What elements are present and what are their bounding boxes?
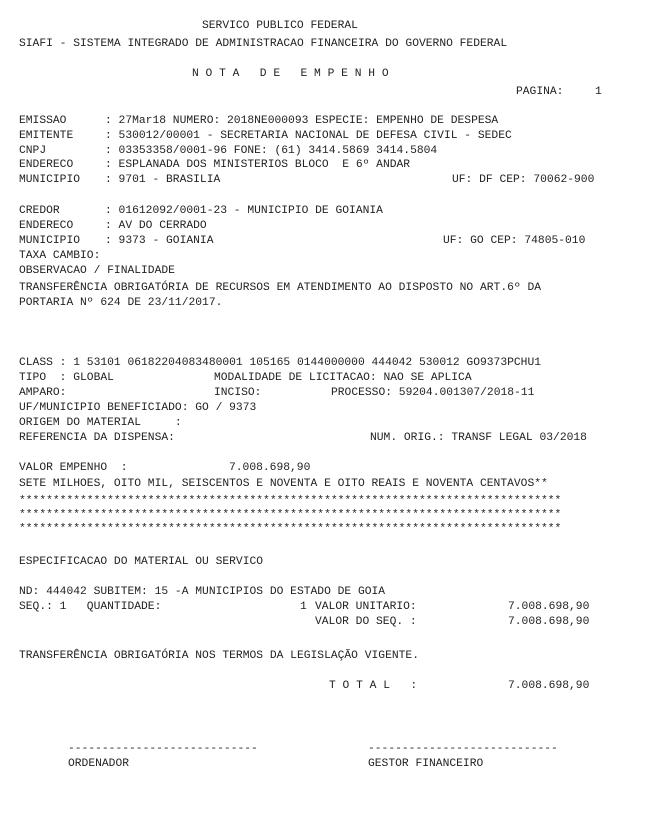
nd-line: ND: 444042 SUBITEM: 15 -A MUNICIPIOS DO ESTADO DE GOIA <box>19 586 386 598</box>
observacao-heading: OBSERVACAO / FINALIDADE <box>19 265 175 277</box>
emissao-value: : 27Mar18 NUMERO: 2018NE000093 ESPECIE: EMPENHO DE DESPESA <box>105 115 499 127</box>
credor-municipio-label: MUNICIPIO <box>19 235 81 247</box>
finalidade-line-2: PORTARIA Nº 624 DE 23/11/2017. <box>19 297 223 309</box>
ordenador-signature-line: ---------------------------- <box>68 743 258 755</box>
credor-municipio-value: : 9373 - GOIANIA <box>105 235 214 247</box>
tipo-line: TIPO : GLOBAL <box>19 372 114 384</box>
valor-empenho-value: 7.008.698,90 <box>229 462 311 474</box>
header-title: SERVICO PUBLICO FEDERAL <box>202 20 358 32</box>
valor-extenso: SETE MILHOES, OITO MIL, SEISCENTOS E NOVENTA E OITO REAIS E NOVENTA CENTAVOS** <box>19 478 548 490</box>
valor-seq-label: VALOR DO SEQ. : <box>315 616 417 628</box>
total-value: 7.008.698,90 <box>508 680 590 692</box>
seq-quantidade-label: SEQ.: 1 QUANTIDADE: <box>19 601 162 613</box>
municipio-label: MUNICIPIO <box>19 174 81 186</box>
taxa-cambio: TAXA CAMBIO: <box>19 250 101 262</box>
page-number: 1 <box>595 86 602 98</box>
cnpj-value: : 03353358/0001-96 FONE: (61) 3414.5869 3414.5804 <box>105 145 438 157</box>
amparo-label: AMPARO: <box>19 387 67 399</box>
page-label: PAGINA: <box>516 86 564 98</box>
municipio-value: : 9701 - BRASILIA <box>105 174 221 186</box>
valor-unitario-value: 7.008.698,90 <box>508 601 590 613</box>
valor-seq-value: 7.008.698,90 <box>508 616 590 628</box>
referencia-dispensa: REFERENCIA DA DISPENSA: <box>19 432 175 444</box>
especificacao-heading: ESPECIFICACAO DO MATERIAL OU SERVICO <box>19 556 264 568</box>
header-system-name: SIAFI - SISTEMA INTEGRADO DE ADMINISTRACAO FINANCEIRA DO GOVERNO FEDERAL <box>19 38 508 50</box>
stars-line-1: ******************************************************************************** <box>19 495 562 507</box>
finalidade-line-1: TRANSFERÊNCIA OBRIGATÓRIA DE RECURSOS EM ATENDIMENTO AO DISPOSTO NO ART.6º DA <box>19 282 542 294</box>
credor-endereco-value: : AV DO CERRADO <box>105 220 207 232</box>
endereco-value: : ESPLANADA DOS MINISTERIOS BLOCO E 6º ANDAR <box>105 159 411 171</box>
credor-uf-cep: UF: GO CEP: 74805-010 <box>443 235 586 247</box>
especificacao-observacao: TRANSFERÊNCIA OBRIGATÓRIA NOS TERMOS DA LEGISLAÇÃO VIGENTE. <box>19 650 419 662</box>
document-title: N O T A D E E M P E N H O <box>192 68 389 80</box>
gestor-signature-line: ---------------------------- <box>368 743 558 755</box>
emitente-value: : 530012/00001 - SECRETARIA NACIONAL DE DEFESA CIVIL - SEDEC <box>105 130 512 142</box>
endereco-label: ENDERECO <box>19 159 74 171</box>
class-line: CLASS : 1 53101 06182204083480001 105165 0144000000 444042 530012 GO9373PCHU1 <box>19 357 542 369</box>
credor-value: : 01612092/0001-23 - MUNICIPIO DE GOIANIA <box>105 205 383 217</box>
credor-endereco-label: ENDERECO <box>19 220 74 232</box>
uf-municipio-beneficiado: UF/MUNICIPIO BENEFICIADO: GO / 9373 <box>19 402 257 414</box>
ordenador-label: ORDENADOR <box>68 758 130 770</box>
cnpj-label: CNPJ <box>19 145 47 157</box>
emitente-uf-cep: UF: DF CEP: 70062-900 <box>452 174 595 186</box>
credor-label: CREDOR <box>19 205 60 217</box>
emitente-label: EMITENTE <box>19 130 74 142</box>
total-label: T O T A L : <box>329 680 418 692</box>
stars-line-2: ******************************************************************************** <box>19 509 562 521</box>
inciso-label: INCISO: <box>214 387 262 399</box>
quantidade-value: 1 <box>300 601 307 613</box>
stars-line-3: ******************************************************************************** <box>19 523 562 535</box>
gestor-financeiro-label: GESTOR FINANCEIRO <box>368 758 484 770</box>
num-orig: NUM. ORIG.: TRANSF LEGAL 03/2018 <box>370 432 587 444</box>
valor-unitario-label: VALOR UNITARIO: <box>315 601 417 613</box>
processo-line: PROCESSO: 59204.001307/2018-11 <box>331 387 535 399</box>
modalidade-line: MODALIDADE DE LICITACAO: NAO SE APLICA <box>214 372 472 384</box>
valor-empenho-label: VALOR EMPENHO : <box>19 462 128 474</box>
emissao-label: EMISSAO <box>19 115 67 127</box>
origem-material: ORIGEM DO MATERIAL : <box>19 417 182 429</box>
